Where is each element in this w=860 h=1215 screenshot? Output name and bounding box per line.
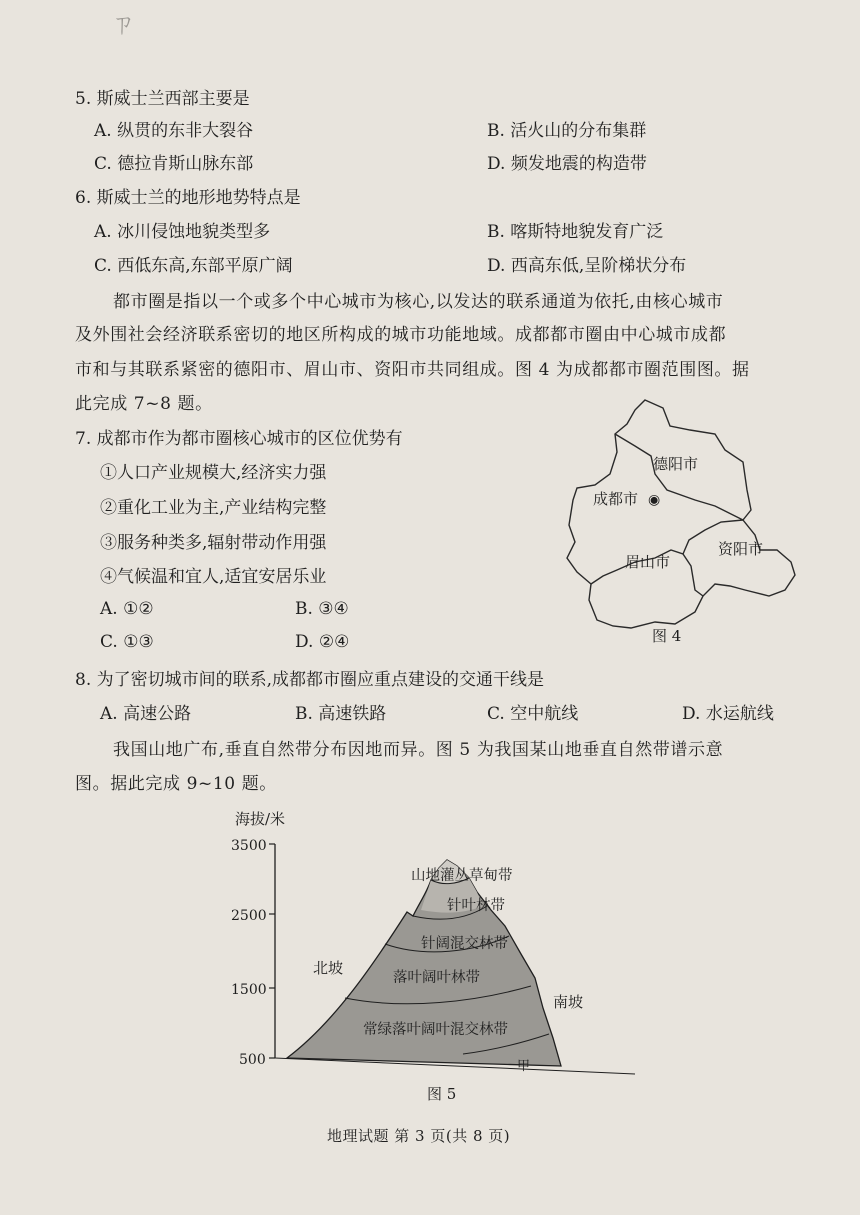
q7-item-4: ④气候温和宜人,适宜安居乐业 [100, 567, 327, 587]
map-label-deyang: 德阳市 [653, 455, 699, 473]
q7-option-a: A. ①② [100, 599, 154, 619]
q7-option-c: C. ①③ [100, 632, 154, 652]
fig5-tick-label-3500: 3500 [231, 838, 267, 854]
figure-5-caption: 图 5 [427, 1085, 457, 1103]
map-label-meishan: 眉山市 [625, 553, 671, 571]
q5-option-b: B. 活火山的分布集群 [487, 121, 647, 141]
q7-option-d: D. ②④ [295, 632, 350, 652]
fig5-label-south-slope: 南坡 [553, 993, 584, 1011]
page-footer: 地理试题 第 3 页(共 8 页) [327, 1127, 511, 1145]
fig5-tick-label-500: 500 [239, 1052, 266, 1068]
fig5-tick-label-2500: 2500 [231, 908, 267, 924]
q7-item-1: ①人口产业规模大,经济实力强 [100, 463, 327, 483]
fig5-label-meadow: 山地灌丛草甸带 [411, 868, 513, 884]
map-label-ziyang: 资阳市 [718, 540, 764, 558]
q5-option-c: C. 德拉肯斯山脉东部 [94, 154, 254, 174]
fig5-label-evergreen-mixed: 常绿落叶阔叶混交林带 [363, 1022, 508, 1038]
q5-option-a: A. 纵贯的东非大裂谷 [94, 121, 254, 141]
q5-option-d: D. 频发地震的构造带 [487, 154, 647, 174]
q5-stem: 5. 斯威士兰西部主要是 [75, 89, 250, 109]
q6-option-b: B. 喀斯特地貌发育广泛 [487, 222, 664, 242]
figure-5-diagram [225, 802, 645, 1092]
q7-item-2: ②重化工业为主,产业结构完整 [100, 498, 327, 518]
intro2-line-2: 图。据此完成 9~10 题。 [75, 774, 277, 794]
q8-stem: 8. 为了密切城市间的联系,成都都市圈应重点建设的交通干线是 [75, 670, 545, 690]
fig5-label-conifer: 针叶林带 [447, 898, 505, 914]
intro1-line-3: 市和与其联系紧密的德阳市、眉山市、资阳市共同组成。图 4 为成都都市圈范围图。据 [75, 360, 750, 380]
q6-stem: 6. 斯威士兰的地形地势特点是 [75, 188, 301, 208]
map-outer-boundary [567, 400, 795, 628]
intro1-line-1: 都市圈是指以一个或多个中心城市为核心,以发达的联系通道为依托,由核心城市 [113, 292, 724, 312]
q6-option-c: C. 西低东高,东部平原广阔 [94, 256, 293, 276]
q7-stem: 7. 成都市作为都市圈核心城市的区位优势有 [75, 429, 403, 449]
map-label-chengdu: 成都市 [593, 490, 639, 508]
q8-option-d: D. 水运航线 [682, 704, 774, 724]
intro1-line-4: 此完成 7~8 题。 [75, 394, 213, 414]
fig5-label-deciduous: 落叶阔叶林带 [393, 970, 480, 986]
fig5-label-mixed: 针阔混交林带 [421, 936, 508, 952]
q6-option-d: D. 西高东低,呈阶梯状分布 [487, 256, 687, 276]
intro2-line-1: 我国山地广布,垂直自然带分布因地而异。图 5 为我国某山地垂直自然带谱示意 [113, 740, 724, 760]
q8-option-b: B. 高速铁路 [295, 704, 387, 724]
fig5-label-jia: 甲 [517, 1059, 531, 1074]
q7-item-3: ③服务种类多,辐射带动作用强 [100, 533, 327, 553]
fig5-label-north-slope: 北坡 [313, 959, 344, 977]
corner-mark: ㄗ [110, 10, 137, 40]
q8-option-c: C. 空中航线 [487, 704, 579, 724]
figure-4-caption: 图 4 [652, 627, 682, 645]
capital-symbol-icon: ◉ [648, 492, 661, 508]
q8-option-a: A. 高速公路 [100, 704, 192, 724]
fig5-yaxis-label: 海拔/米 [235, 810, 286, 828]
intro1-line-2: 及外围社会经济联系密切的地区所构成的城市功能地域。成都都市圈由中心城市成都 [75, 325, 727, 345]
figure-4-map [555, 390, 815, 660]
q6-option-a: A. 冰川侵蚀地貌类型多 [94, 222, 271, 242]
q7-option-b: B. ③④ [295, 599, 349, 619]
fig5-tick-label-1500: 1500 [231, 982, 267, 998]
